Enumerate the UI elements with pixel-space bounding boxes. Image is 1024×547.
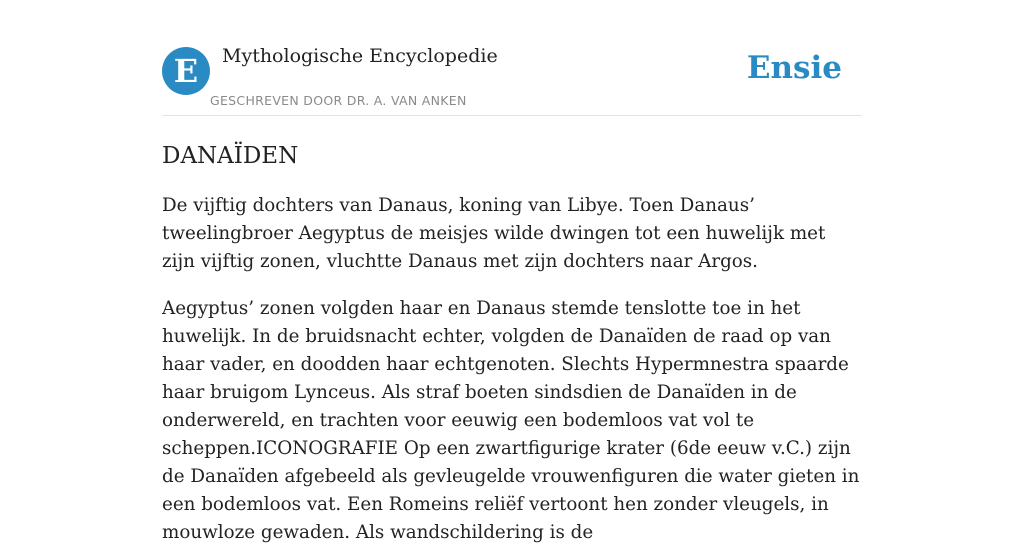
encyclopedia-logo-icon[interactable]: E	[162, 47, 210, 95]
article-paragraph-1: De vijftig dochters van Danaus, koning van Libye. Toen Danaus’ tweelingbroer Aegyptus de meisjes wilde dwingen tot een huwelijk met zijn vijftig zonen, vluchtte Danaus met zijn dochters naar Argos.	[162, 195, 826, 272]
ensie-brand-logo[interactable]: Ensie	[746, 50, 842, 86]
publication-title-link[interactable]: Mythologische Encyclopedie	[222, 45, 498, 67]
author-byline: GESCHREVEN DOOR DR. A. VAN ANKEN	[210, 93, 467, 108]
site-header	[162, 0, 862, 116]
article-page	[162, 0, 862, 543]
article-paragraph-2: Aegyptus’ zonen volgden haar en Danaus stemde tenslotte toe in het huwelijk. In de bruidsnacht echter, volgden de Danaïden de raad op van haar vader, en doodden haar echtgenoten. Slechts Hypermnestra spaarde haar bruigom Lynceus. Als straf boeten sindsdien de Danaïden in de onderwereld, en trachten voor eeuwig een bodemloos vat vol te scheppen.ICONOGRAFIE Op een zwartfigurige krater (6de eeuw v.C.) zijn de Danaïden afgebeeld als gevleugelde vrouwenfiguren die water gieten in een bodemloos vat. Een Romeins reliëf vertoont hen zonder vleugels, in mouwloze gewaden. Als wandschildering is de	[162, 298, 860, 543]
article-title: DANAÏDEN	[162, 143, 299, 169]
